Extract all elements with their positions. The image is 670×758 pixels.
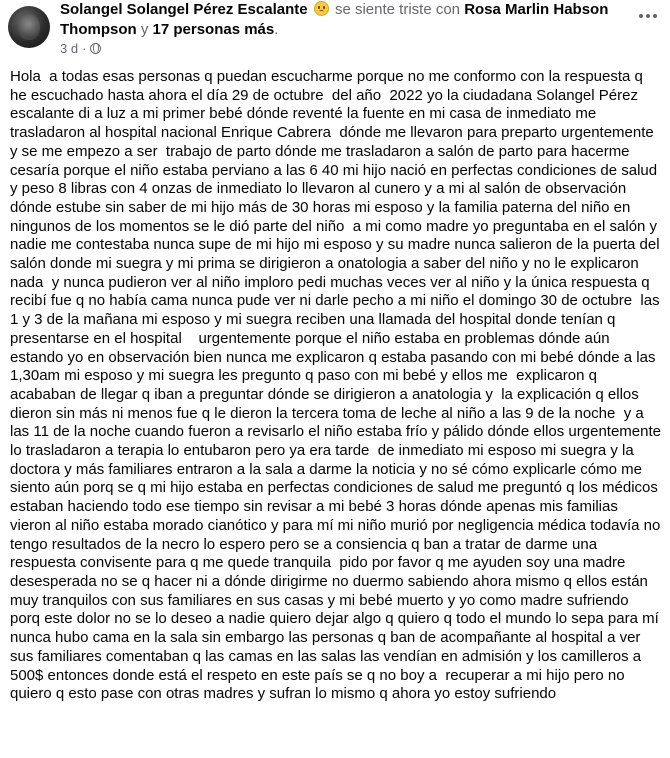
post-body-text: Hola a todas esas personas q puedan escucharme porque no me conformo con la respuesta q he escuchado hasta ahora el día 29 de octubre del año 2022 yo la ciudadana Solangel Pérez escalante di a luz a mi primer bebé dónde reventé la fuente en mi casa de inmediato me trasladaron al hospital nacional Enrique Cabrera dónde me llevaron para preparto urgentemente y se me empezo a ser trabajo de parto dónde me trasladaron a salón de parto para hacerme cesaría porque el niño estaba perviano a las 6 40 mi hijo nació en perfectas condiciones de salud y peso 8 libras con 4 onzas de inmediato lo llevaron al cunero y a mi al salón de observación dónde estube sin saber de mi hijo más de 30 horas mi esposo y la familia paterna del niño en ningunos de los momentos se le dió parte del niño a mi como madre yo preguntaba en el salón y nadie me contestaba nunca supe de mi hijo mi esposo y su madre nunca salieron de la puerta del salón donde mi suegra y mi prima se dirigieron a onatologia a saber del niño y no le explicaron nada y nunca pudieron ver al niño imploro pedi muchas veces ver al niño y la única respuesta q recibí fue q no había cama nunca pude ver ni darle pecho a mi niño el domingo 30 de octubre las 1 y 3 de la mañana mi esposo y mi suegra reciben una llamada del hospital donde tenían q presentarse en el hospital urgentemente porque el niño estaba en problemas dónde aún estando yo en observación bien nunca me explicaron q estaba pasando con mi bebé dónde a las 1,30am mi esposo y mi suegra les pregunto q paso con mi bebé y ellos me explicaron q acababan de llegar q iban a preguntar dónde se dirigieron a anatologia y la explicación q ellos dieron sin más ni menos fue q le dieron la tercera toma de leche al niño a las 9 de la noche y a las 11 de la noche cuando fueron a revisarlo el niño estaba frío y pálido dónde ellos urgentemente lo trasladaron a terapia lo entubaron pero ya era tarde de inmediato mi esposo mi suegra y la doctora y más familiares entraron a la sala a darme la noticia y no sé cómo explicarle cómo me siento aún porq se q mi hijo estaba en perfectas condiciones de salud me preguntó q los médicos estaban haciendo todo ese tiempo sin revisar a mi bebé 3 horas dónde apenas mis familias vieron al niño estaba morado cianótico y para mí mi niño murió por negligencia médica todavía no tengo resultados de la necro lo espero pero se a consiencia q ban a tratar de darme una respuesta convisente para q me quede tranquila pido por favor q me ayuden soy una madre desesperada no se q hacer ni a dónde dirigirme no duermo sabiendo ahora mismo q ellos están muy tranquilos con sus familiares en sus casas y mi bebé muerto y yo como madre sufriendo porq este dolor no se lo deseo a nadie quiero dejar algo q quiero q todo el mundo lo sepa para mí nunca hubo cama en la sala sin embargo las personas q ban de acompañante al hospital a ver sus familiares comentaban q las camas en las salas las vendían en admisión y los camilleros a 500$ entonces donde está el respeto en este país se q no boy a recuperar a mi hijo pero no quiero q esto pase con otras madres y sufran lo mismo q ahora yo estoy sufriendo <box>10 68 666 703</box>
post-time[interactable]: 3 d <box>60 40 79 56</box>
connector-text: y <box>140 21 149 38</box>
feeling-text: se siente triste con <box>334 1 461 18</box>
author-name[interactable]: Solangel Solangel Pérez Escalante <box>60 1 308 18</box>
meta-separator: · <box>82 40 87 56</box>
post-header-text <box>60 0 620 40</box>
more-options-icon[interactable] <box>634 6 662 26</box>
others-link[interactable]: 17 personas más <box>152 21 275 38</box>
post-header <box>0 0 670 62</box>
trailing-dot: . <box>274 21 279 38</box>
post-meta <box>60 40 101 56</box>
tagged-person-link[interactable]: Rosa Marlin Habson Thompson <box>60 1 609 38</box>
sad-face-emoji-icon <box>314 1 329 16</box>
avatar[interactable] <box>8 6 50 48</box>
globe-icon[interactable] <box>90 43 101 54</box>
